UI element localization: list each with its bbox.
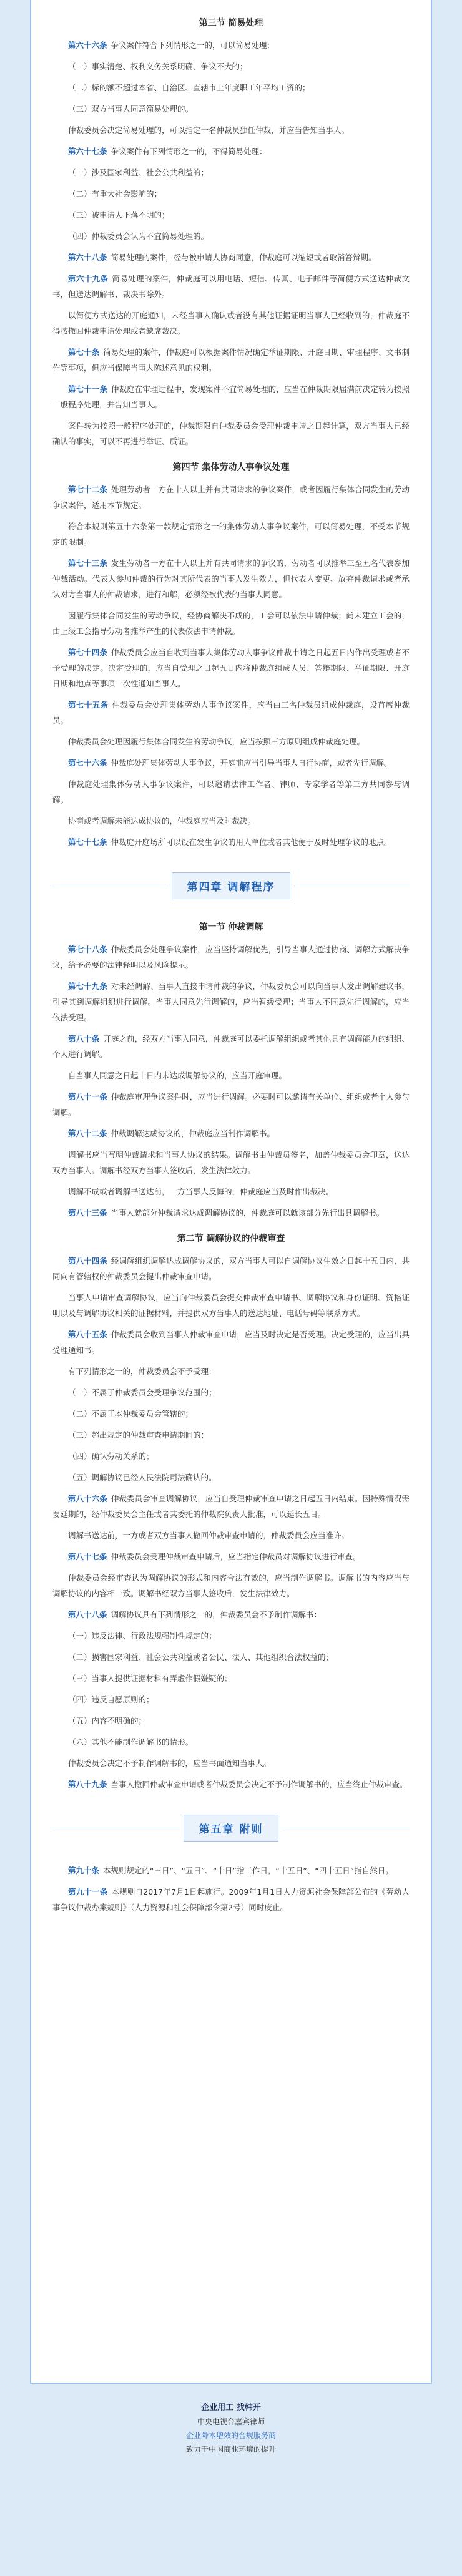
article-number: 第六十六条 [68,41,107,50]
list-item: （一）事实清楚、权利义务关系明确、争议不大的； [68,62,248,71]
section-title: 第四节 集体劳动人事争议处理 [172,462,290,472]
list-item: （二）损害国家利益、社会公共利益或者公民、法人、其他组织合法权益的； [68,1652,334,1662]
list-item: （二）有重大社会影响的； [68,189,162,198]
list-item: （一）不属于仲裁委员会受理争议范围的； [68,1388,217,1397]
article-83 [52,1205,410,1221]
article-number: 第八十五条 [68,1330,107,1339]
chapter-header [52,1815,410,1842]
article-76 [52,755,410,771]
footer-mission: 致力于中国商业环境的提升 [185,2445,276,2454]
paragraph: 仲裁委员会决定不予制作调解书的，应当书面通知当事人。 [68,1759,272,1768]
section-title: 第二节 调解协议的仲裁审查 [177,1234,285,1244]
article-number: 第六十八条 [68,253,107,262]
article-90 [52,1863,410,1878]
article-text: 争议案件有下列情形之一的，不得简易处理： [111,147,267,156]
article-text: 仲裁委员会审查调解协议，应当自受理仲裁审查申请之日起五日内结束。因特殊情况需要延期的，经仲裁委员会主任或者其委托的仲裁院负责人批准，可以延长五日。 [52,1494,410,1519]
article-number: 第七十条 [68,348,100,357]
article-text: 仲裁庭开庭场所可以设在发生争议的用人单位或者其他便于及时处理争议的地点。 [111,837,392,847]
paragraph: 仲裁委员会处理因履行集体合同发生的劳动争议，应当按照三方原则组成仲裁庭处理。 [68,737,365,746]
article-text: 对未经调解、当事人直接申请仲裁的争议，仲裁委员会可以向当事人发出调解建议书，引导其到调解组织进行调解。当事人同意先行调解的，应当暂缓受理；当事人不同意先行调解的，应当依法受理。 [52,982,410,1022]
list-item: （三）双方当事人同意简易处理的。 [68,104,194,114]
article-68 [52,250,410,265]
article-85 [52,1327,410,1358]
list-item: （一）涉及国家利益、社会公共利益的； [68,168,209,177]
paragraph: 仲裁委员会经审查认为调解协议的形式和内容合法有效的，应当制作调解书。调解书的内容应当与调解协议的内容相一致。调解书经双方当事人签收后，发生法律效力。 [52,1573,410,1598]
article-72 [52,482,410,513]
article-number: 第六十九条 [68,274,109,283]
list-item: （四）确认劳动关系的； [68,1451,154,1461]
article-number: 第八十二条 [68,1129,107,1138]
list-item: （五）调解协议已经人民法院司法确认的。 [68,1473,217,1482]
article-86 [52,1491,410,1522]
article-text: 仲裁庭审理争议案件时，应当进行调解。必要时可以邀请有关单位、组织或者个人参与调解。 [52,1092,410,1117]
article-84 [52,1253,410,1284]
section-title: 第一节 仲裁调解 [199,922,263,932]
footer [0,2401,462,2456]
article-text: 仲裁庭处理集体劳动人事争议，开庭前应当引导当事人自行协商，或者先行调解。 [111,758,392,768]
article-text: 当事人撤回仲裁审查申请或者仲裁委员会决定不予制作调解书的，应当终止仲裁审查。 [111,1780,408,1789]
chapter-title: 第五章 附则 [184,1815,279,1842]
article-text: 仲裁调解达成协议的，仲裁庭应当制作调解书。 [111,1129,275,1138]
paragraph: 协商或者调解未能达成协议的，仲裁庭应当及时裁决。 [68,816,256,826]
article-number: 第七十一条 [68,384,107,394]
article-87 [52,1549,410,1564]
article-text: 本规则自2017年7月1日起施行。2009年1月1日人力资源社会保障部公布的《劳动人事争议仲裁办案规则》（人力资源和社会保障部令第2号）同时废止。 [52,1887,410,1912]
article-number: 第七十八条 [68,945,107,954]
list-item: （三）当事人提供证据材料有弄虚作假嫌疑的； [68,1674,232,1683]
article-number: 第七十二条 [68,485,107,494]
article-text: 仲裁委员会处理争议案件，应当坚持调解优先，引导当事人通过协商、调解方式解决争议，给予必要的法律释明以及风险提示。 [52,945,410,970]
article-number: 第八十六条 [68,1494,107,1503]
article-75 [52,697,410,728]
article-number: 第七十六条 [68,758,107,768]
article-text: 简易处理的案件，仲裁庭可以用电话、短信、传真、电子邮件等简便方式送达仲裁文书，但送达调解书、裁决书除外。 [52,274,410,299]
article-91 [52,1884,410,1915]
article-text: 仲裁委员会收到当事人仲裁审查申请，应当及时决定是否受理。决定受理的，应当出具受理通知书。 [52,1330,410,1355]
article-number: 第八十九条 [68,1780,107,1789]
section-title: 第三节 简易处理 [199,18,263,28]
paragraph: 调解书应当写明仲裁请求和当事人协议的结果。调解书由仲裁员签名，加盖仲裁委员会印章，送达双方当事人。调解书经双方当事人签收后，发生法律效力。 [52,1150,410,1175]
footer-slogan: 企业用工 找韩开 [201,2403,261,2413]
article-text: 本规则规定的“三日”、“五日”、“十日”指工作日，“十五日”、“四十五日”指自然日。 [103,1866,393,1875]
article-number: 第八十八条 [68,1610,107,1619]
article-text: 仲裁委员会处理集体劳动人事争议案件，应当由三名仲裁员组成仲裁庭，设首席仲裁员。 [52,700,410,725]
article-text: 仲裁委员会受理仲裁审查申请后，应当指定仲裁员对调解协议进行审查。 [111,1552,361,1561]
paragraph: 仲裁委员会决定简易处理的，可以指定一名仲裁员独任仲裁，并应当告知当事人。 [68,125,350,135]
article-70 [52,344,410,376]
list-item: （四）违反自愿原则的； [68,1695,154,1704]
article-text: 处理劳动者一方在十人以上并有共同请求的争议案件，或者因履行集体合同发生的劳动争议案件，适用本节规定。 [52,485,410,510]
paragraph: 符合本规则第五十六条第一款规定情形之一的集体劳动人事争议案件，可以简易处理，不受本节规定的限制。 [52,522,410,547]
article-66 [52,37,410,53]
article-73 [52,555,410,602]
article-88 [52,1607,410,1622]
article-80 [52,1031,410,1062]
article-text: 简易处理的案件，经与被申请人协商同意，仲裁庭可以缩短或者取消答辩期。 [111,253,376,262]
paragraph: 有下列情形之一的，仲裁委员会不予受理： [68,1367,217,1376]
footer-tagline: 企业降本增效的合规服务商 [185,2431,276,2440]
article-82 [52,1126,410,1141]
article-81 [52,1089,410,1120]
article-number: 第八十三条 [68,1208,107,1217]
paragraph: 以简便方式送达的开庭通知，未经当事人确认或者没有其他证据证明当事人已经收到的，仲裁庭不得按撤回仲裁申请处理或者缺席裁决。 [52,311,410,336]
article-number: 第九十条 [68,1866,100,1875]
article-text: 当事人就部分仲裁请求达成调解协议的，仲裁庭可以就该部分先行出具调解书。 [111,1208,385,1217]
list-item: （三）超出规定的仲裁审查申请期间的； [68,1430,209,1440]
list-item: （三）被申请人下落不明的； [68,210,170,220]
article-text: 经调解组织调解达成调解协议的，双方当事人可以自调解协议生效之日起十五日内，共同向有管辖权的仲裁委员会提出仲裁审查申请。 [52,1256,410,1281]
paragraph: 自当事人同意之日起十日内未达成调解协议的，应当开庭审理。 [68,1071,287,1080]
article-number: 第九十一条 [68,1887,108,1896]
article-text: 开庭之前，经双方当事人同意，仲裁庭可以委托调解组织或者其他具有调解能力的组织、个人进行调解。 [52,1034,410,1059]
article-text: 仲裁庭在审理过程中，发现案件不宜简易处理的，应当在仲裁期限届满前决定转为按照一般程序处理，并告知当事人。 [52,384,410,409]
article-74 [52,645,410,691]
article-number: 第八十七条 [68,1552,107,1561]
paragraph: 调解不成或者调解书送达前，一方当事人反悔的，仲裁庭应当及时作出裁决。 [68,1187,334,1196]
article-number: 第六十七条 [68,147,107,156]
article-number: 第八十四条 [68,1256,107,1266]
article-89 [52,1777,410,1792]
article-number: 第七十七条 [68,837,107,847]
chapter-header [52,872,410,899]
article-number: 第七十三条 [68,559,107,568]
article-text: 发生劳动者一方在十人以上并有共同请求的争议的，劳动者可以推举三至五名代表参加仲裁活动。代表人参加仲裁的行为对其所代表的当事人发生效力，但代表人变更、放弃仲裁请求或者承认对方当事人的仲裁请求，进行和解，必须经被代表的当事人同意。 [52,559,410,599]
article-67 [52,144,410,159]
article-69 [52,271,410,302]
list-item: （四）仲裁委员会认为不宜简易处理的。 [68,232,209,241]
article-71 [52,381,410,412]
list-item: （二）标的额不超过本省、自治区、直辖市上年度职工年平均工资的； [68,83,310,92]
article-number: 第七十九条 [68,982,107,991]
list-item: （五）内容不明确的； [68,1716,147,1725]
article-77 [52,834,410,850]
document-card [30,0,432,2384]
paragraph: 当事人申请审查调解协议，应当向仲裁委员会提交仲裁审查申请书、调解协议和身份证明、资格证明以及与调解协议相关的证据材料，并提供双方当事人的送达地址、电话号码等联系方式。 [52,1293,410,1318]
footer-credential: 中央电视台嘉宾律师 [197,2417,265,2426]
list-item: （六）其他不能制作调解书的情形。 [68,1737,194,1747]
article-number: 第七十五条 [68,700,109,710]
article-text: 争议案件符合下列情形之一的，可以简易处理： [111,41,275,50]
paragraph: 调解书送达前，一方或者双方当事人撤回仲裁审查申请的，仲裁委员会应当准许。 [68,1531,350,1540]
chapter-title: 第四章 调解程序 [172,872,291,899]
article-text: 仲裁委员会应当自收到当事人集体劳动人事争议仲裁申请之日起五日内作出受理或者不予受理的决定。决定受理的，应当自受理之日起五日内将仲裁庭组成人员、答辩期限、举证期限、开庭日期和地点等事项一次性通知当事人。 [52,648,410,688]
paragraph: 仲裁庭处理集体劳动人事争议案件，可以邀请法律工作者、律师、专家学者等第三方共同参与调解。 [52,779,410,804]
list-item: （二）不属于本仲裁委员会管辖的； [68,1409,194,1418]
article-78 [52,942,410,973]
paragraph: 案件转为按照一般程序处理的，仲裁期限自仲裁委员会受理仲裁申请之日起计算，双方当事人已经确认的事实，可以不再进行举证、质证。 [52,421,410,446]
list-item: （一）违反法律、行政法规强制性规定的； [68,1631,217,1641]
article-number: 第七十四条 [68,648,107,657]
article-79 [52,978,410,1025]
article-text: 简易处理的案件，仲裁庭可以根据案件情况确定举证期限、开庭日期、审理程序、文书制作等事项，但应当保障当事人陈述意见的权利。 [52,348,410,373]
paragraph: 因履行集体合同发生的劳动争议，经协商解决不成的，工会可以依法申请仲裁；尚未建立工会的，由上级工会指导劳动者推举产生的代表依法申请仲裁。 [52,611,410,636]
article-number: 第八十条 [68,1034,100,1043]
article-text: 调解协议具有下列情形之一的，仲裁委员会不予制作调解书： [111,1610,322,1619]
article-number: 第八十一条 [68,1092,107,1101]
